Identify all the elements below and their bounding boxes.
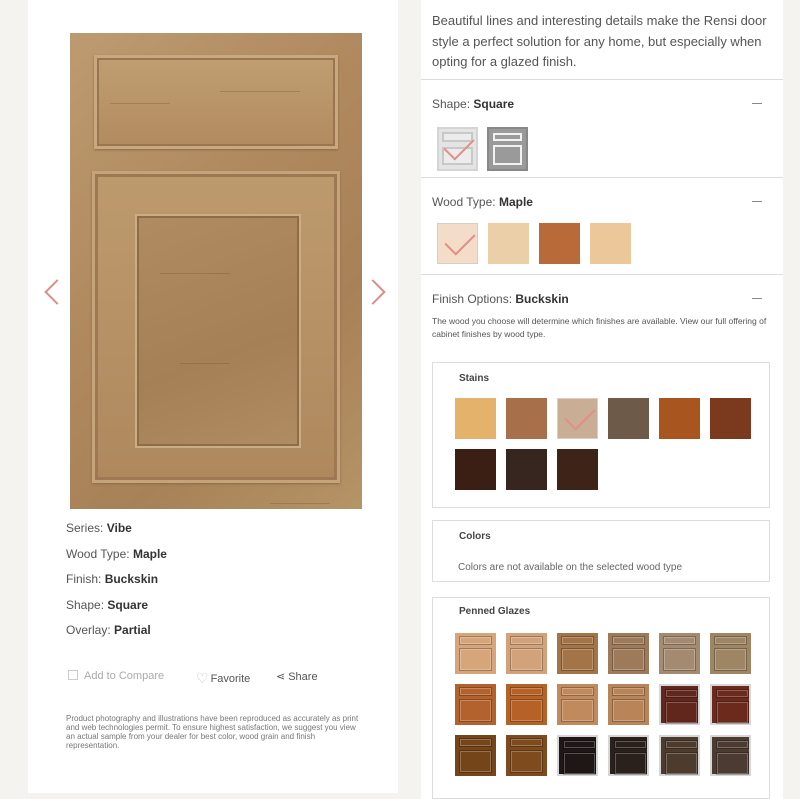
spec-shape: Shape: Square — [66, 597, 149, 612]
glaze-swatch[interactable] — [455, 684, 496, 725]
spec-wood-type: Wood Type: Maple — [66, 546, 167, 561]
stain-swatch[interactable] — [557, 449, 598, 490]
share-button[interactable]: ⋖ Share — [276, 671, 318, 683]
glaze-swatch[interactable] — [557, 633, 598, 674]
stain-swatch[interactable] — [659, 398, 700, 439]
heart-icon: ♡ — [196, 670, 209, 686]
glaze-swatch[interactable] — [506, 633, 547, 674]
shape-option-square-flat[interactable] — [437, 127, 478, 171]
finish-note: The wood you choose will determine which finishes are available. View our full offering of cabinet finishes by wood type. — [432, 316, 767, 339]
product-panel — [28, 0, 398, 793]
glaze-swatch[interactable] — [710, 684, 751, 725]
spec-overlay: Overlay: Partial — [66, 623, 151, 638]
door-description: Beautiful lines and interesting details make the Rensi door style a perfect solution for any home, but especially when opting for a glazed finish. — [432, 13, 767, 69]
glaze-swatch[interactable] — [557, 735, 598, 776]
glaze-swatch[interactable] — [506, 684, 547, 725]
stains-title: Stains — [459, 373, 490, 384]
glaze-swatch[interactable] — [659, 633, 700, 674]
door-image — [70, 33, 362, 509]
wood-type-section-title: Wood Type: Maple — [432, 195, 533, 209]
stain-swatch[interactable] — [506, 449, 547, 490]
shape-section-title: Shape: Square — [432, 97, 515, 111]
glaze-swatch[interactable] — [608, 684, 649, 725]
options-panel — [421, 0, 783, 799]
door-top-rail — [94, 55, 338, 149]
share-icon: ⋖ — [276, 671, 286, 683]
stain-swatch[interactable] — [608, 398, 649, 439]
divider — [421, 79, 783, 80]
finish-section-title: Finish Options: Buckskin — [432, 292, 569, 306]
divider — [421, 177, 783, 178]
compare-checkbox[interactable] — [68, 670, 78, 680]
spec-finish: Finish: Buckskin — [66, 572, 159, 587]
glaze-swatch[interactable] — [608, 735, 649, 776]
product-actions — [68, 669, 368, 685]
stain-swatch[interactable] — [455, 398, 496, 439]
colors-note: Colors are not available on the selected wood type — [458, 562, 683, 573]
collapse-shape-icon[interactable] — [752, 103, 762, 104]
next-arrow-icon[interactable] — [360, 279, 385, 304]
spec-series: Series: Vibe — [66, 521, 132, 535]
divider — [421, 274, 783, 275]
stains-box — [432, 362, 770, 508]
wood-type-swatch[interactable] — [539, 223, 580, 264]
previous-arrow-icon[interactable] — [44, 279, 69, 304]
glaze-swatch[interactable] — [455, 735, 496, 776]
door-frame — [92, 171, 340, 483]
stain-swatch[interactable] — [506, 398, 547, 439]
check-icon — [444, 224, 475, 255]
colors-title: Colors — [459, 531, 491, 542]
colors-box — [432, 520, 770, 582]
penned-glazes-title: Penned Glazes — [459, 606, 531, 617]
add-to-compare[interactable]: Add to Compare — [68, 670, 164, 682]
product-specs — [66, 520, 167, 648]
glaze-swatch[interactable] — [659, 684, 700, 725]
collapse-finish-icon[interactable] — [752, 298, 762, 299]
glaze-swatch[interactable] — [455, 633, 496, 674]
glaze-swatch[interactable] — [608, 633, 649, 674]
wood-type-swatch[interactable] — [437, 223, 478, 264]
door-center-panel — [137, 216, 299, 446]
stain-swatch[interactable] — [557, 398, 598, 439]
glaze-swatch[interactable] — [710, 735, 751, 776]
stain-swatch[interactable] — [710, 398, 751, 439]
glaze-swatch[interactable] — [710, 633, 751, 674]
glaze-swatch[interactable] — [506, 735, 547, 776]
stain-swatch[interactable] — [455, 449, 496, 490]
glaze-swatch[interactable] — [557, 684, 598, 725]
collapse-wood-icon[interactable] — [752, 201, 762, 202]
check-icon — [564, 399, 595, 430]
penned-glazes-box — [432, 597, 770, 799]
favorite-button[interactable]: ♡ Favorite — [196, 670, 251, 686]
disclaimer-text: Product photography and illustrations have been reproduced as accurately as print and web technologies permit. To ensure highest satisfaction, we suggest you view an actual sample from your dealer for best color, wood grain and finish representation. — [66, 714, 359, 750]
wood-type-swatch[interactable] — [488, 223, 529, 264]
shape-option-square-raised[interactable] — [487, 127, 528, 171]
wood-type-swatch[interactable] — [590, 223, 631, 264]
glaze-swatch[interactable] — [659, 735, 700, 776]
